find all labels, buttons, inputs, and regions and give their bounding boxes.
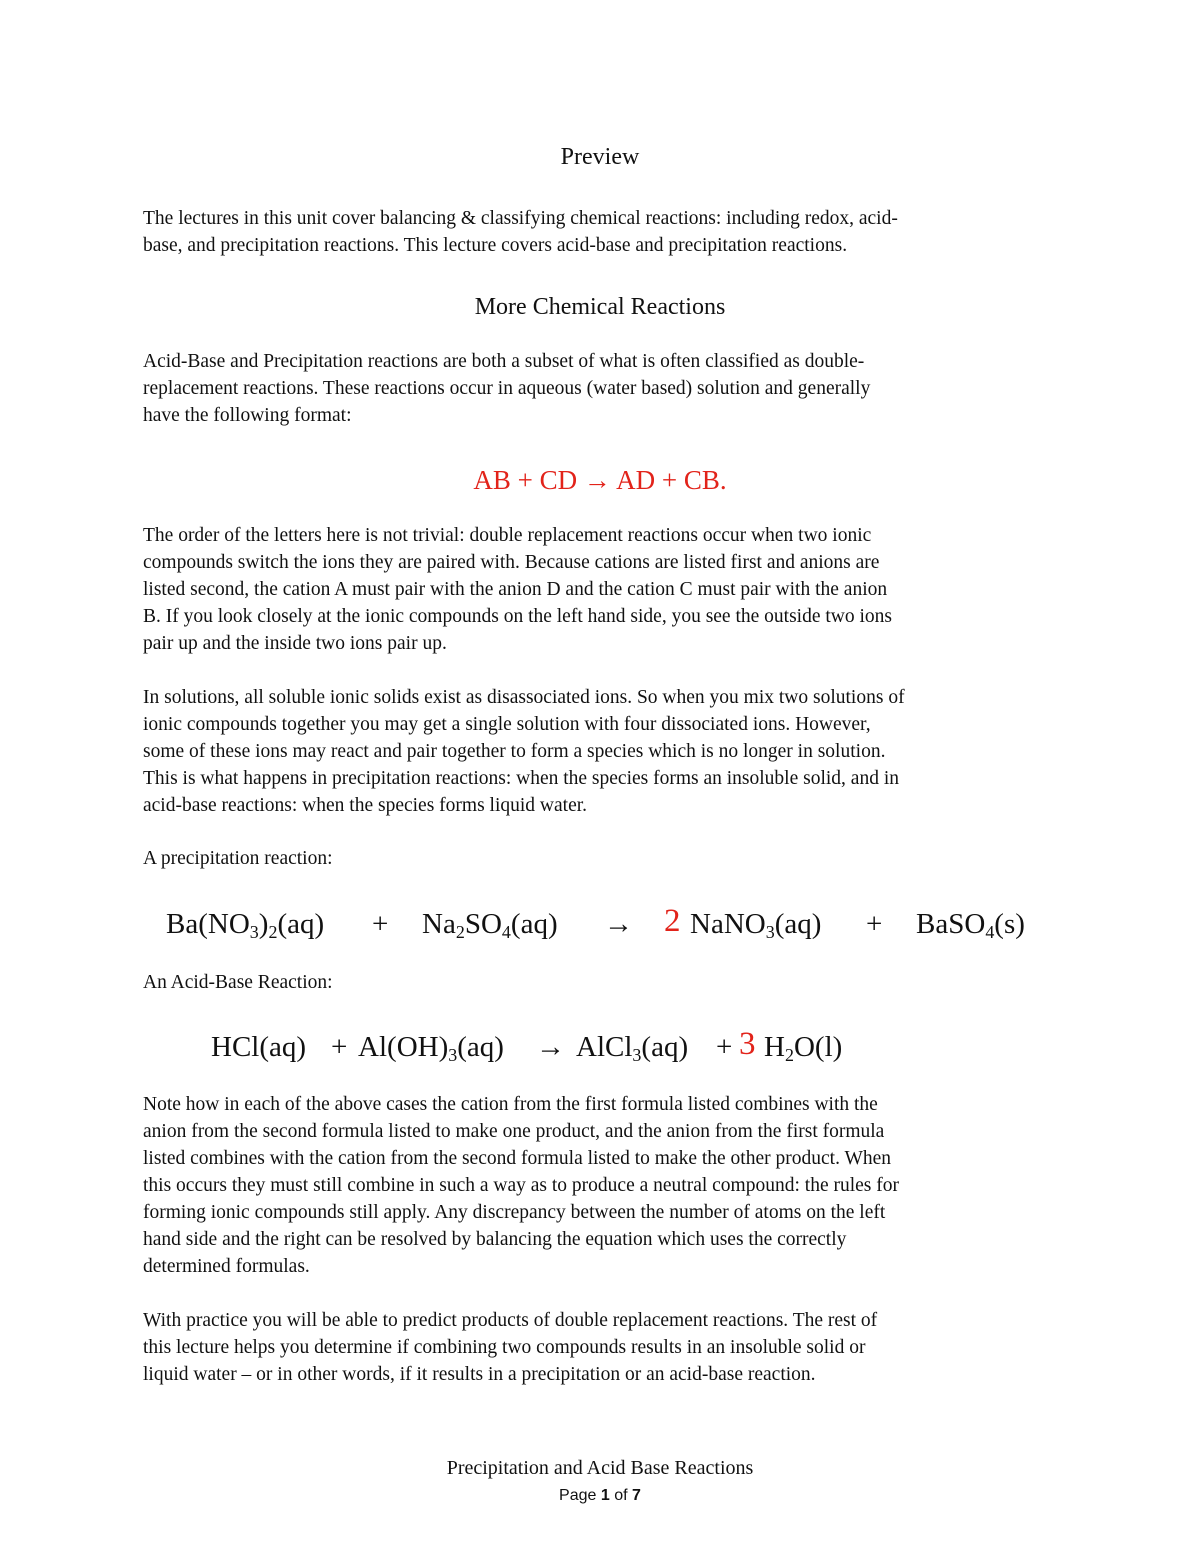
note-line-1: Note how in each of the above cases the cation from the first formula listed combines with the xyxy=(143,1094,878,1115)
precipitation-label xyxy=(143,845,1073,872)
precip-arrow: → xyxy=(604,908,633,940)
note-paragraph xyxy=(143,1091,1073,1280)
note-line-4: this occurs they must still combine in such a way as to produce a neutral compound: the rules for xyxy=(143,1175,899,1196)
footer-of-word: of xyxy=(614,1487,628,1504)
acidbase-product-2: $H_2O(l)$ xyxy=(764,1031,843,1066)
footer-current-page: 1 xyxy=(600,1487,610,1504)
order-line-5: pair up and the inside two ions pair up. xyxy=(143,633,447,654)
intro-line-3: have the following format: xyxy=(143,405,352,426)
general-equation: AB + CD → AD + CB. xyxy=(473,465,727,495)
precipitation-equation xyxy=(0,903,1200,943)
note-line-3: listed combines with the cation from the second formula listed to make the other product. When xyxy=(143,1148,892,1169)
footer-page-word: Page xyxy=(559,1487,597,1504)
footer-title: Precipitation and Acid Base Reactions xyxy=(446,1457,754,1479)
acidbase-arrow: → xyxy=(536,1031,565,1063)
precipitation-label-text: A precipitation reaction: xyxy=(143,848,333,869)
acidbase-plus-1: + xyxy=(331,1031,348,1063)
acid-base-label xyxy=(143,969,1073,996)
preview-paragraph xyxy=(143,205,1073,259)
precip-reactant-2: $Na_2SO_4(aq)$ xyxy=(422,908,558,943)
solution-line-3: some of these ions may react and pair together to form a species which is no longer in solution. xyxy=(143,741,886,762)
note-line-7: determined formulas. xyxy=(143,1256,310,1277)
precip-reactant-1: $Ba(NO_3)_2(aq)$ xyxy=(166,908,325,943)
order-line-4: B. If you look closely at the ionic compounds on the left hand side, you see the outside two ions xyxy=(143,606,892,627)
acidbase-reactant-2: $Al(OH)_3(aq)$ xyxy=(358,1031,504,1066)
intro-line-2: replacement reactions. These reactions occur in aqueous (water based) solution and generally xyxy=(143,378,871,399)
solution-line-1: In solutions, all soluble ionic solids exist as disassociated ions. So when you mix two solutions of xyxy=(143,687,905,708)
acidbase-reactant-1: HCl(aq) xyxy=(211,1031,307,1063)
preview-line-2: base, and precipitation reactions. This lecture covers acid-base and precipitation reactions. xyxy=(143,235,848,256)
practice-line-3: liquid water – or in other words, if it results in a precipitation or an acid-base reaction. xyxy=(143,1364,816,1385)
practice-line-2: this lecture helps you determine if combining two compounds results in an insoluble solid or xyxy=(143,1337,866,1358)
acidbase-product-1: AlCl$_3$(aq) xyxy=(576,1031,689,1066)
acidbase-coefficient: 3 xyxy=(739,1026,756,1062)
note-line-5: forming ionic compounds still apply. Any discrepancy between the number of atoms on the left xyxy=(143,1202,886,1223)
order-line-2: compounds switch the ions they are paired with. Because cations are listed first and anions are xyxy=(143,552,880,573)
footer-total-pages: 7 xyxy=(632,1487,641,1504)
footer-page-number xyxy=(0,1486,1200,1506)
solution-paragraph xyxy=(143,684,1073,819)
note-line-2: anion from the second formula listed to make one product, and the anion from the first formula xyxy=(143,1121,885,1142)
acidbase-plus-2: + xyxy=(716,1031,733,1063)
intro-paragraph xyxy=(143,348,1073,429)
acid-base-equation xyxy=(0,1026,1200,1066)
precip-plus-1: + xyxy=(372,908,389,940)
solution-line-5: acid-base reactions: when the species forms liquid water. xyxy=(143,795,588,816)
precip-coefficient: 2 xyxy=(664,903,681,939)
precip-plus-2: + xyxy=(866,908,883,940)
order-line-1: The order of the letters here is not trivial: double replacement reactions occur when two ionic xyxy=(143,525,872,546)
precip-product-1: NaNO$_3$(aq) xyxy=(690,908,822,943)
solution-line-2: ionic compounds together you may get a single solution with four dissociated ions. However, xyxy=(143,714,871,735)
practice-line-1: With practice you will be able to predict products of double replacement reactions. The rest of xyxy=(143,1310,878,1331)
intro-line-1: Acid-Base and Precipitation reactions are both a subset of what is often classified as double- xyxy=(143,351,865,372)
order-paragraph xyxy=(143,522,1073,657)
solution-line-4: This is what happens in precipitation reactions: when the species forms an insoluble solid, and in xyxy=(143,768,900,789)
practice-paragraph xyxy=(143,1307,1073,1388)
note-line-6: hand side and the right can be resolved by balancing the equation which uses the correctly xyxy=(143,1229,847,1250)
preview-line-1: The lectures in this unit cover balancing & classifying chemical reactions: including redox, acid- xyxy=(143,208,898,229)
preview-heading: Preview xyxy=(560,144,640,170)
order-line-3: listed second, the cation A must pair with the anion D and the cation C must pair with the anion xyxy=(143,579,888,600)
precip-product-2: BaSO$_4$(s) xyxy=(916,908,1025,943)
section-heading: More Chemical Reactions xyxy=(474,294,726,320)
acid-base-label-text: An Acid-Base Reaction: xyxy=(143,972,333,993)
